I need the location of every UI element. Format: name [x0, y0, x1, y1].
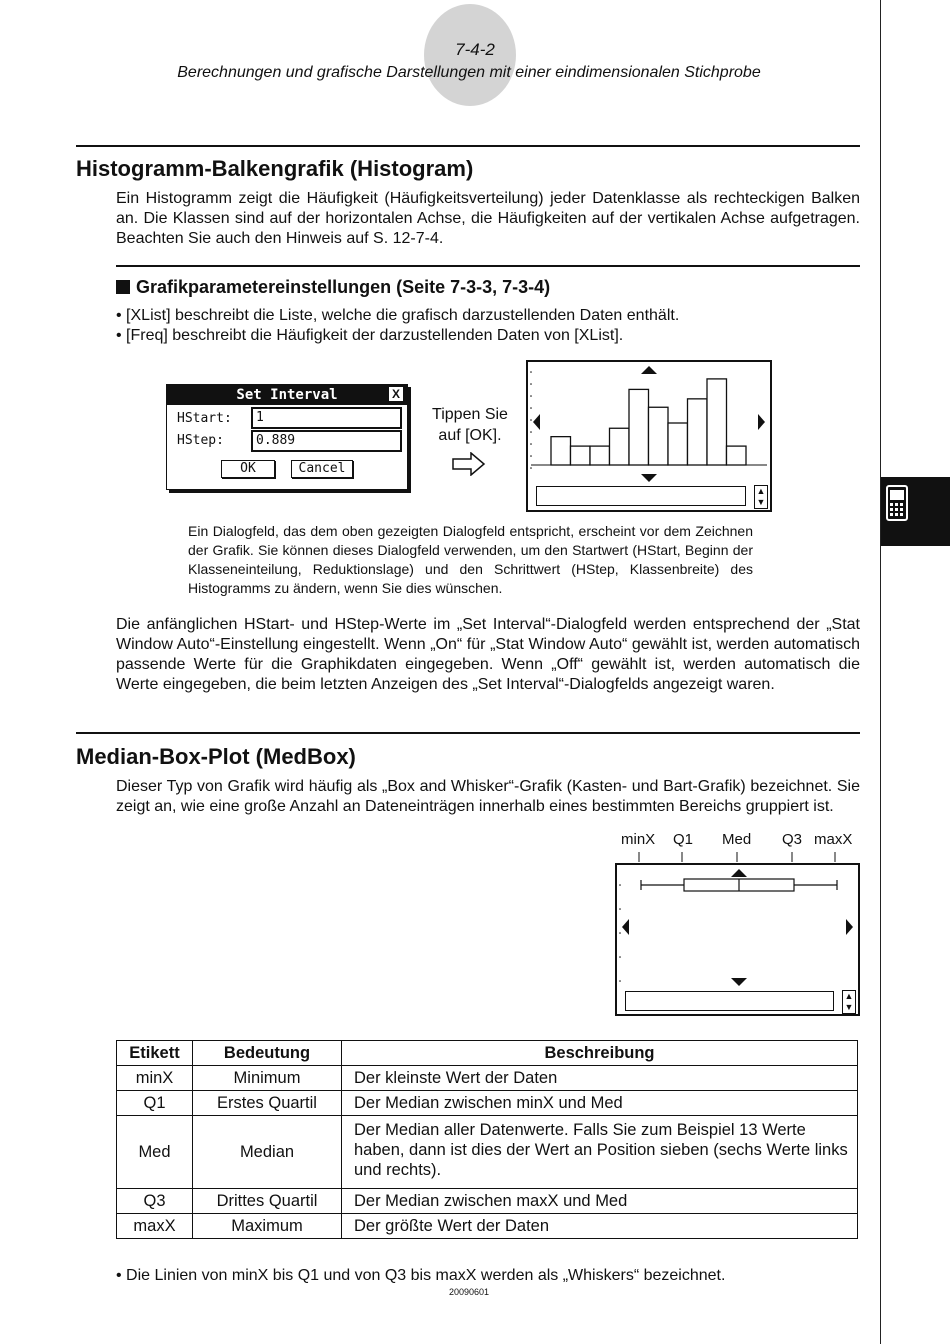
hstart-hstep-paragraph: Die anfänglichen HStart- und HStep-Werte im „Set Interval“-Dialogfeld werden entsprechend der „Stat Window Auto“-Einstellung eingestellt. Wenn „On“ für „Stat Window Auto“ gewählt ist, werden automatisch passende Werte für die Graphikdaten eingegeben. Wenn „Off“ gewählt ist, werden automatisch die Werte eingegeben, die beim letzten Anzeigen des „Set Interval“-Dialogfelds angezeigt waren.	[116, 616, 860, 693]
histogram-bar	[727, 446, 747, 465]
square-bullet-icon	[116, 280, 130, 294]
medbox-intro: Dieser Typ von Grafik wird häufig als „Box and Whisker“-Grafik (Kasten- und Bart-Grafik) bezeichnet. Sie zeigt an, wie eine große Anzahl an Dateneinträgen innerhalb eines bestimmten Bereichs gruppiert ist.	[116, 778, 860, 815]
dialog-title: Set Interval	[167, 385, 407, 405]
bullet-freq: • [Freq] beschreibt die Häufigkeit der darzustellenden Daten von [XList].	[116, 327, 624, 344]
tap-ok-instruction: Tippen Sie auf [OK].	[432, 406, 508, 444]
cell-meaning: Erstes Quartil	[193, 1091, 342, 1116]
cell-meaning: Maximum	[193, 1214, 342, 1239]
whiskers-note: • Die Linien von minX bis Q1 und von Q3 bis maxX werden als „Whiskers“ bezeichnet.	[116, 1267, 726, 1284]
histogram-bar	[571, 446, 591, 465]
set-interval-dialog	[166, 384, 408, 490]
cell-description: Der Median aller Datenwerte. Falls Sie zum Beispiel 13 Werte haben, dann ist dies der Wert an Position sieben (sechs Werte links und rechts).	[342, 1116, 858, 1189]
section-title-medbox: Median-Box-Plot (MedBox)	[76, 744, 356, 769]
subsection-rule	[116, 265, 860, 267]
histogram-bar	[629, 389, 649, 465]
scroll-down-arrow-icon	[731, 978, 747, 986]
table-header-row	[117, 1041, 858, 1066]
cell-label: Q3	[117, 1189, 193, 1214]
scroll-left-arrow-icon[interactable]	[533, 414, 540, 430]
page-edge-line	[880, 0, 881, 1344]
table-row	[117, 1066, 858, 1091]
medbox-label-table	[116, 1040, 858, 1239]
hstart-input[interactable]: 1	[251, 407, 402, 429]
label-q1: Q1	[673, 831, 694, 848]
footer-code: 20090601	[448, 1287, 490, 1297]
cell-label: Med	[117, 1116, 193, 1189]
dialog-caption: Ein Dialogfeld, das dem oben gezeigten Dialogfeld entspricht, erscheint vor dem Zeichnen der Grafik. Sie können dieses Dialogfeld verwenden, um den Startwert (HStart, Beginn der Klasseneinteilung, Reduktionslage) und den Schrittwert (HStep, Klassenbreite) des Histogramms zu ändern, wenn Sie dies wünschen.	[188, 523, 753, 596]
box-label-leader-lines	[615, 850, 860, 864]
histogram-bar	[707, 379, 727, 465]
cell-description: Der Median zwischen minX und Med	[342, 1091, 858, 1116]
section-title-histogram: Histogramm-Balkengrafik (Histogram)	[76, 156, 474, 181]
axis-dot	[530, 383, 532, 385]
scroll-updown-icon[interactable]: ▲ ▼	[754, 485, 768, 509]
hstep-label: HStep:	[177, 433, 224, 448]
cell-label: minX	[117, 1066, 193, 1091]
cell-description: Der Median zwischen maxX und Med	[342, 1189, 858, 1214]
page-number: 7-4-2	[455, 40, 495, 59]
histogram-intro: Ein Histogramm zeigt die Häufigkeit (Häufigkeitsverteilung) jeder Datenklasse als rechteckigen Balken an. Die Klassen sind auf der horizontalen Achse, die Häufigkeiten auf der vertikalen Achse aufgetragen. Beachten Sie auch den Hinweis auf S. 12-7-4.	[116, 190, 860, 247]
histogram-bar	[590, 446, 610, 465]
histogram-bar	[551, 437, 571, 465]
histogram-bar	[649, 407, 669, 465]
label-maxx: maxX	[814, 831, 853, 848]
arrow-right-icon	[452, 452, 486, 476]
close-icon[interactable]: X	[389, 387, 403, 401]
subsection-heading: Grafikparametereinstellungen (Seite 7-3-3, 7-3-4)	[116, 277, 550, 298]
cell-description: Der größte Wert der Daten	[342, 1214, 858, 1239]
cell-label: maxX	[117, 1214, 193, 1239]
table-row	[117, 1116, 858, 1189]
axis-dot	[530, 371, 532, 373]
section-rule	[76, 732, 860, 734]
axis-dot	[530, 443, 532, 445]
chapter-subtitle: Berechnungen und grafische Darstellungen mit einer eindimensionalen Stichprobe	[177, 64, 761, 81]
cell-meaning: Median	[193, 1116, 342, 1189]
label-med: Med	[722, 831, 752, 848]
section-rule	[76, 145, 860, 147]
scroll-updown-icon[interactable]: ▲ ▼	[842, 990, 856, 1014]
scroll-up-arrow-icon	[731, 869, 747, 877]
table-row	[117, 1189, 858, 1214]
axis-dot	[530, 395, 532, 397]
scroll-down-arrow-icon[interactable]	[641, 474, 657, 482]
histogram-bar	[668, 423, 688, 465]
header-etikett: Etikett	[117, 1041, 193, 1066]
chapter-thumb-tab	[881, 477, 950, 546]
histogram-screen	[526, 360, 772, 512]
medbox-screen	[615, 863, 860, 1016]
axis-dot	[530, 407, 532, 409]
table-row	[117, 1214, 858, 1239]
cancel-button[interactable]: Cancel	[291, 460, 353, 478]
label-minx: minX	[621, 831, 656, 848]
histogram-bar	[688, 399, 708, 465]
axis-dot	[530, 431, 532, 433]
cell-label: Q1	[117, 1091, 193, 1116]
hstart-label: HStart:	[177, 411, 232, 426]
message-bar	[625, 991, 834, 1011]
header-beschreibung: Beschreibung	[342, 1041, 858, 1066]
calculator-icon	[881, 477, 950, 546]
histogram-bar	[610, 428, 630, 465]
bullet-xlist: • [XList] beschreibt die Liste, welche die grafisch darzustellenden Daten enthält.	[116, 307, 680, 324]
table-row	[117, 1091, 858, 1116]
scroll-up-arrow-icon[interactable]	[641, 366, 657, 374]
label-q3: Q3	[782, 831, 803, 848]
scroll-left-arrow-icon	[622, 919, 629, 935]
axis-dot	[530, 467, 532, 469]
message-bar	[536, 486, 746, 506]
scroll-right-arrow-icon[interactable]	[758, 414, 765, 430]
cell-meaning: Minimum	[193, 1066, 342, 1091]
hstep-input[interactable]: 0.889	[251, 430, 402, 452]
header-bedeutung: Bedeutung	[193, 1041, 342, 1066]
ok-button[interactable]: OK	[221, 460, 275, 478]
scroll-right-arrow-icon	[846, 919, 853, 935]
axis-dot	[530, 455, 532, 457]
axis-dot	[530, 419, 532, 421]
cell-meaning: Drittes Quartil	[193, 1189, 342, 1214]
cell-description: Der kleinste Wert der Daten	[342, 1066, 858, 1091]
